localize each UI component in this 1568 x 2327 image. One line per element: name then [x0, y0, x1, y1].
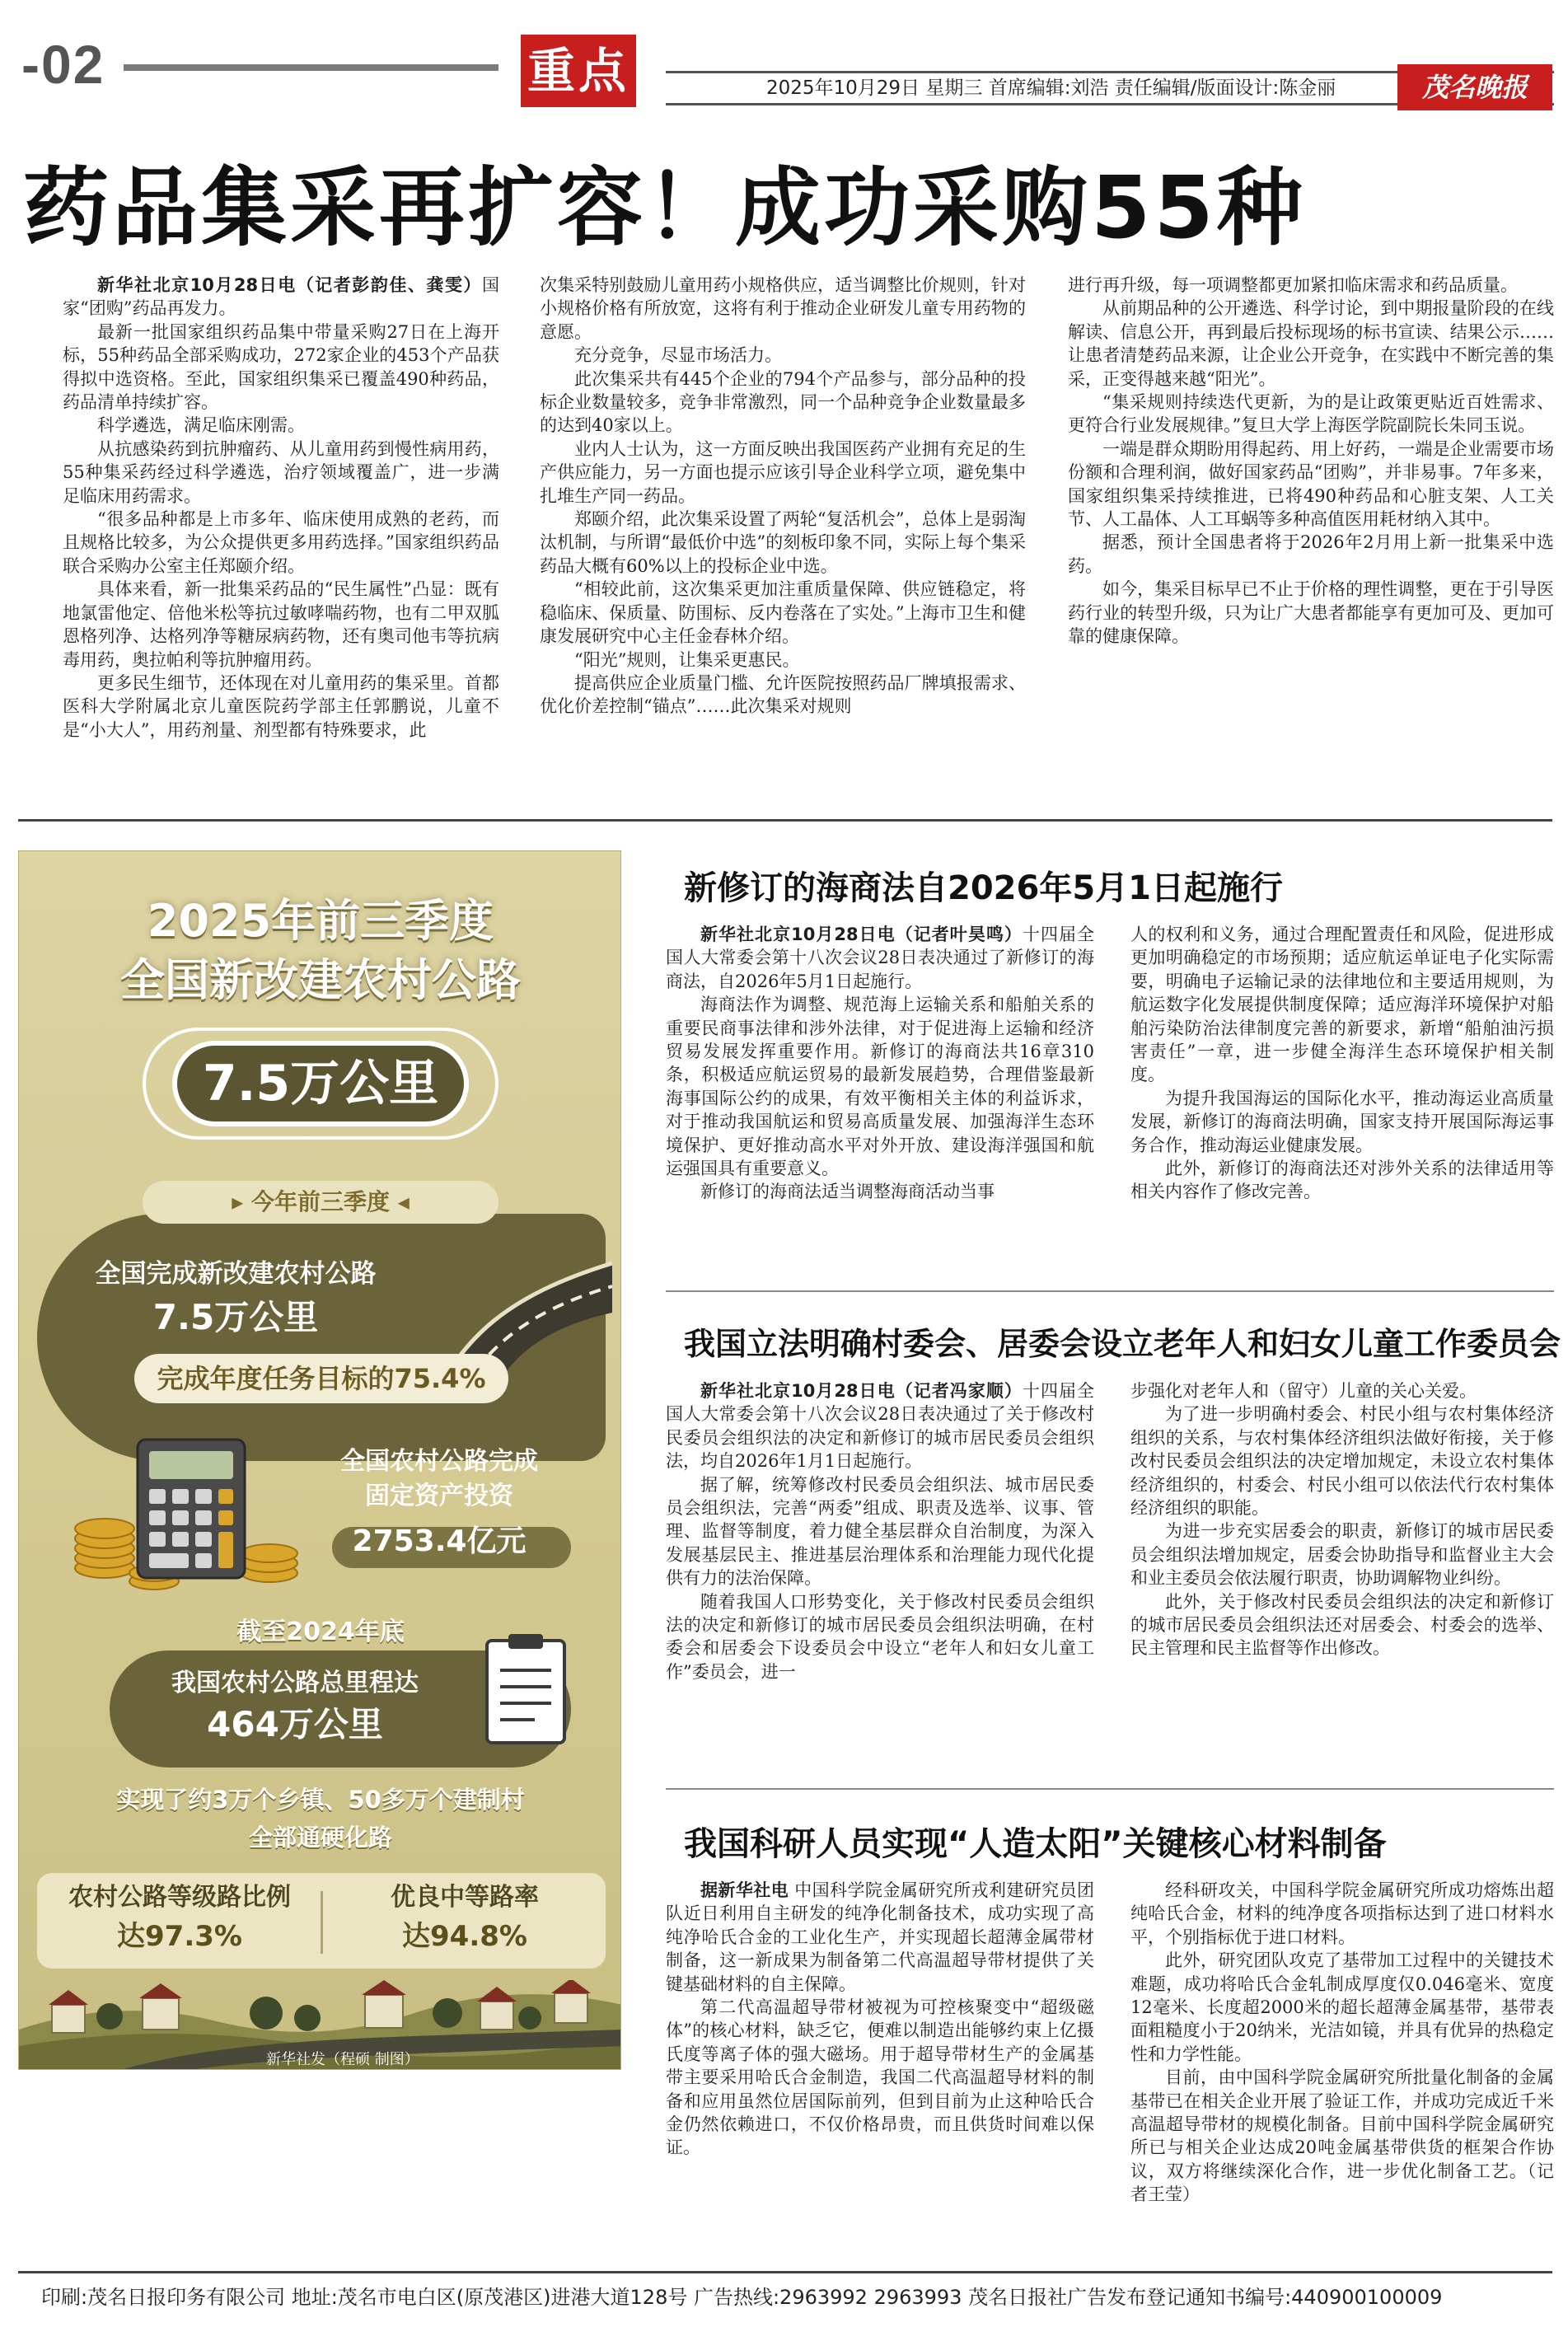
article-paragraph: 为提升我国海运的国际化水平，推动海运业高质量发展，新修订的海商法明确，国家支持开展国际海运事务合作，推动海运业健康发展。: [1130, 1088, 1554, 1155]
header-info: 2025年10月29日 星期三 首席编辑:刘浩 责任编辑/版面设计:陈金丽: [766, 77, 1336, 99]
stat-good-roads-value: 达94.8%: [402, 1920, 527, 1953]
lead-paragraph: 郑颐介绍，此次集采设置了两轮“复活机会”，总体上是弱淘汰机制，与所谓“最低价中选”的刻板印象不同，实际上每个集采药品大概有60%以上的投标企业中选。: [540, 509, 1026, 576]
investment-label-1: 全国农村公路完成: [340, 1447, 538, 1476]
as-of-label: 截至2024年底: [236, 1618, 405, 1646]
infographic-title-line2: 全国新改建农村公路: [120, 954, 521, 1006]
article-paragraph: 随着我国人口形势变化，关于修改村民委员会组织法的决定和新修订的城市居民委员会组织法明确，在村委会和居委会下设委员会中设立“老年人和妇女儿童工作”委员会，进一: [666, 1591, 1094, 1682]
article-paragraph: 步强化对老年人和（留守）儿童的关心关爱。: [1130, 1381, 1477, 1401]
lead-paragraph: 充分竞争，尽显市场活力。: [574, 345, 782, 366]
towns-line-1: 实现了约3万个乡镇、50多万个建制村: [116, 1786, 525, 1814]
lead-column-2: [540, 274, 1026, 793]
lead-paragraph: 从前期品种的公开遴选、科学讨论，到中期报量阶段的在线解读、信息公开，再到最后投标现场的标书宣读、结果公示……让患者清楚药品来源，让企业公开竞争，在实践中不断完善的集采，正变得越来越“阳光”。: [1068, 298, 1554, 389]
article-paragraph: 为进一步充实居委会的职责，新修订的城市居民委员会组织法增加规定，居委会协助指导和监督业主大会和业主委员会依法履行职责，协助调解物业纠纷。: [1130, 1521, 1554, 1589]
sun-column-1: [666, 1879, 1094, 2258]
committees-column-1: [666, 1379, 1094, 1770]
article-paragraph: 经科研攻关，中国科学院金属研究所成功熔炼出超纯哈氏合金，材料的纯净度各项指标达到了进口材料水平，个别指标优于进口材料。: [1130, 1880, 1554, 1947]
page-number: -02: [21, 34, 105, 95]
stat-graded-roads: [44, 1880, 316, 1957]
calculator-coins-icon: [72, 1428, 302, 1593]
maritime-column-2: [1130, 923, 1554, 1277]
sun-byline: 据新华社电: [700, 1880, 789, 1900]
investment-label-2: 固定资产投资: [365, 1482, 513, 1510]
section-divider: [18, 819, 1552, 822]
lead-paragraph: “很多品种都是上市多年、临床使用成熟的老药，而且规格比较多，为公众提供更多用药选择。”国家组织药品联合采购办公室主任郑颐介绍。: [63, 509, 499, 576]
maritime-article-title: 新修订的海商法自2026年5月1日起施行: [684, 869, 1283, 907]
lead-paragraph: 业内人士认为，这一方面反映出我国医药产业拥有充足的生产供应能力，另一方面也提示应该引导企业科学立项，避免集中扎堆生产同一药品。: [540, 438, 1026, 506]
infographic-credit: 新华社发（程硕 制图）: [266, 2051, 419, 2068]
lead-paragraph: “相较此前，这次集采更加注重质量保障、供应链稳定，将稳临床、保质量、防围标、反内卷落在了实处。”上海市卫生和健康发展研究中心主任金春林介绍。: [540, 579, 1026, 647]
stats-divider: [321, 1891, 323, 1954]
completion-text: [59, 1255, 413, 1342]
completion-label: 全国完成新改建农村公路: [95, 1259, 377, 1289]
maritime-column-1: [666, 923, 1094, 1277]
article-paragraph: 据新华社电 中国科学院金属研究所戎利建研究员团队近日利用自主研发的纯净化制备技术，成功实现了高纯净哈氏合金的工业化生产，并实现超长超薄金属带材制备，这一新成果为制备第二代高温超导带材提供了关键基础材料的自主保障。: [666, 1880, 1094, 1994]
lead-paragraph: 进行再升级，每一项调整都更加紧扣临床需求和药品质量。: [1068, 275, 1518, 295]
lead-paragraph: “阳光”规则，让集采更惠民。: [574, 649, 800, 670]
article-paragraph: 为了进一步明确村委会、村民小组与农村集体经济组织的关系，与农村集体经济组织法做好衔接，关于修改村民委员会组织法的决定增加规定，未设立农村集体经济组织的，村委会、村民小组可以依法代行农村集体经济组织的职能。: [1130, 1404, 1554, 1519]
towns-text: [19, 1781, 621, 1856]
article-divider: [666, 1788, 1554, 1790]
article-paragraph: 第二代高温超导带材被视为可控核聚变中“超级磁体”的核心材料，缺乏它，便难以制造出能够约束上亿摄氏度等离子体的强大磁场。用于超导带材生产的金属基带主要采用哈氏合金制造，我国二代高温超导材料的制备和应用虽然位居国际前列，但到目前为止这种哈氏合金仍然依赖进口，不仅价格昂贵，而且供货时间难以保证。: [666, 1997, 1094, 2158]
article-paragraph: 新华社北京10月28日电（记者叶昊鸣）十四届全国人大常委会第十八次会议28日表决通过了新修订的海商法，自2026年5月1日起施行。: [666, 925, 1094, 991]
article-paragraph: 新华社北京10月28日电（记者冯家顺）十四届全国人大常委会第十八次会议28日表决通过了关于修改村民委员会组织法的决定和新修订的城市居民委员会组织法，均自2026年1月1日起施行。: [666, 1381, 1094, 1472]
article-paragraph: 目前，由中国科学院金属研究所批量化制备的金属基带已在相关企业开展了验证工作，并成功完成近千米高温超导带材的规模化制备。目前中国科学院金属研究所已与相关企业达成20吨金属基带供货的框架合作协议，双方将继续深化合作，进一步优化制备工艺。（记者王莹）: [1130, 2067, 1554, 2205]
lead-paragraph: “集采规则持续迭代更新，为的是让政策更贴近百姓需求、更符合行业发展规律。”复旦大学上海医学院副院长朱同玉说。: [1068, 392, 1554, 436]
period-label: ▸ 今年前三季度 ◂: [143, 1181, 498, 1224]
committees-column-2: [1130, 1379, 1554, 1770]
lead-paragraph: 提高供应企业质量门槛、允许医院按照药品厂牌填报需求、优化价差控制“锚点”……此次集采对规则: [540, 672, 1026, 717]
stat-graded-roads-label: 农村公路等级路比例: [68, 1883, 291, 1912]
lead-paragraph: 最新一批国家组织药品集中带量采购27日在上海开标，55种药品全部采购成功，272家企业的453个产品获得拟中选资格。至此，国家组织集采已覆盖490种药品，药品清单持续扩容。: [63, 321, 499, 413]
total-mileage-value: 464万公里: [207, 1704, 383, 1744]
infographic-title-line1: 2025年前三季度: [147, 895, 494, 947]
footer-rule: [18, 2271, 1552, 2273]
completion-value: 7.5万公里: [152, 1297, 319, 1337]
completion-rate-badge: 完成年度任务目标的75.4%: [134, 1354, 508, 1403]
lead-column-3: [1068, 274, 1554, 793]
total-mileage-label: 我国农村公路总里程达: [171, 1669, 419, 1697]
lead-paragraph: 科学遴选，满足临床刚需。: [97, 415, 305, 436]
lead-paragraph: 如今，集采目标早已不止于价格的理性调整，更在于引导医药行业的转型升级，只为让广大患者都能享有更加可及、更加可靠的健康保障。: [1068, 579, 1554, 647]
header-rule-left: [124, 64, 498, 71]
sun-column-2: [1130, 1879, 1554, 2258]
article-paragraph: 新修订的海商法适当调整海商活动当事: [700, 1182, 995, 1202]
investment-value: 2753.4亿元: [352, 1524, 527, 1558]
document-icon: [480, 1632, 571, 1748]
lead-byline: 新华社北京10月28日电（记者彭韵佳、龚雯）: [97, 275, 482, 295]
article-paragraph: 据了解，统筹修改村民委员会组织法、城市居民委员会组织法，完善“两委”组成、职责及选举、议事、管理、监督等制度，着力健全基层群众自治制度，为深入发展基层民主、推进基层治理体系和治理能力现代化提供有力的法治保障。: [666, 1474, 1094, 1589]
article-paragraph: 此外，关于修改村民委员会组织法的决定和新修订的城市居民委员会组织法还对居委会、村委会的选举、民主管理和民主监督等作出修改。: [1130, 1591, 1554, 1659]
lead-paragraph: 一端是群众期盼用得起药、用上好药，一端是企业需要市场份额和合理利润，做好国家药品“团购”，并非易事。7年多来，国家组织集采持续推进，已将490种药品和心脏支架、人工关节、人工晶体、人工耳蜗等多种高值医用耗材纳入其中。: [1068, 438, 1554, 530]
committees-article-title: 我国立法明确村委会、居委会设立老年人和妇女儿童工作委员会: [684, 1326, 1561, 1362]
stat-good-roads-label: 优良中等路率: [391, 1883, 539, 1912]
lead-headline: 药品集采再扩容！成功采购55种: [23, 157, 1306, 258]
article-paragraph: 此外，研究团队攻克了基带加工过程中的关键技术难题，成功将哈氏合金轧制成厚度仅0.046毫米、宽度12毫米、长度超2000米的超长超薄金属基带，基带表面粗糙度小于20纳米，光洁如镜，并具有优异的热稳定性和力学性能。: [1130, 1950, 1554, 2064]
lead-paragraph: 更多民生细节，还体现在对儿童用药的集采里。首都医科大学附属北京儿童医院药学部主任郭鹏说，儿童不是“小大人”，用药剂量、剂型都有特殊要求，此: [63, 672, 499, 740]
committees-byline: 新华社北京10月28日电（记者冯家顺）: [700, 1381, 1023, 1401]
masthead-logo: 茂名晚报: [1397, 64, 1552, 110]
lead-paragraph: 次集采特别鼓励儿童用药小规格供应，适当调整比价规则，针对小规格价格有所放宽，这将有利于推动企业研发儿童专用药物的意愿。: [540, 275, 1026, 342]
lead-paragraph: 新华社北京10月28日电（记者彭韵佳、龚雯）国家“团购”药品再发力。: [63, 275, 499, 319]
stat-graded-roads-value: 达97.3%: [117, 1920, 242, 1953]
headline-value-pill: 7.5万公里: [172, 1041, 469, 1126]
sun-article-title: 我国科研人员实现“人造太阳”关键核心材料制备: [684, 1825, 1387, 1863]
article-paragraph: 海商法作为调整、规范海上运输关系和船舶关系的重要民商事法律和涉外法律，对于促进海上运输和经济贸易发展发挥重要作用。新修订的海商法共16章310条，积极适应航运贸易的最新发展趋势，合理借鉴最新海事国际公约的成果，有效平衡相关主体的利益诉求，对于推动我国航运和贸易高质量发展、加强海洋生态环境保护、更好推动高水平对外开放、建设海洋强国和航运强国具有重要意义。: [666, 995, 1094, 1179]
investment-text: [316, 1444, 563, 1565]
lead-paragraph: 此次集采共有445个企业的794个产品参与，部分品种的投标企业数量较多，竞争非常激烈，同一个品种竞争企业数量最多的达到40家以上。: [540, 368, 1026, 436]
maritime-byline: 新华社北京10月28日电（记者叶昊鸣）: [700, 925, 1023, 944]
stat-good-roads: [329, 1880, 601, 1957]
article-divider: [666, 1290, 1554, 1292]
towns-line-2: 全部通硬化路: [248, 1824, 392, 1852]
infographic: [18, 850, 621, 2070]
section-tag: 重点: [521, 35, 636, 107]
lead-column-1: [63, 274, 499, 793]
lead-paragraph: 具体来看，新一批集采药品的“民生属性”凸显：既有地氯雷他定、倍他米松等抗过敏哮喘药物，也有二甲双胍恩格列净、达格列净等糖尿病药物，还有奥司他韦等抗病毒用药，奥拉帕利等抗肿瘤用药。: [63, 579, 499, 670]
lead-paragraph: 据悉，预计全国患者将于2026年2月用上新一批集采中选药。: [1068, 532, 1554, 576]
article-paragraph: 此外，新修订的海商法还对涉外关系的法律适用等相关内容作了修改完善。: [1130, 1159, 1554, 1202]
article-paragraph: 人的权利和义务，通过合理配置责任和风险，促进形成更加明确稳定的市场预期；适应航运单证电子化实际需要，明确电子运输记录的法律地位和主要适用规则，为航运数字化发展提供制度保障；适应海洋环境保护对船舶污染防治法律制度完善的新要求，新增“船舶油污损害责任”一章，进一步健全海洋生态环境保护相关制度。: [1130, 925, 1554, 1085]
footer-imprint: 印刷:茂名日报印务有限公司 地址:茂名市电白区(原茂港区)进港大道128号 广告热线:2963992 2963993 茂名日报社广告发布登记通知书编号:440900100009: [41, 2286, 1443, 2309]
lead-paragraph: 从抗感染药到抗肿瘤药、从儿童用药到慢性病用药，55种集采药经过科学遴选，治疗领域覆盖广，进一步满足临床用药需求。: [63, 438, 499, 506]
total-mileage-text: [134, 1665, 456, 1748]
